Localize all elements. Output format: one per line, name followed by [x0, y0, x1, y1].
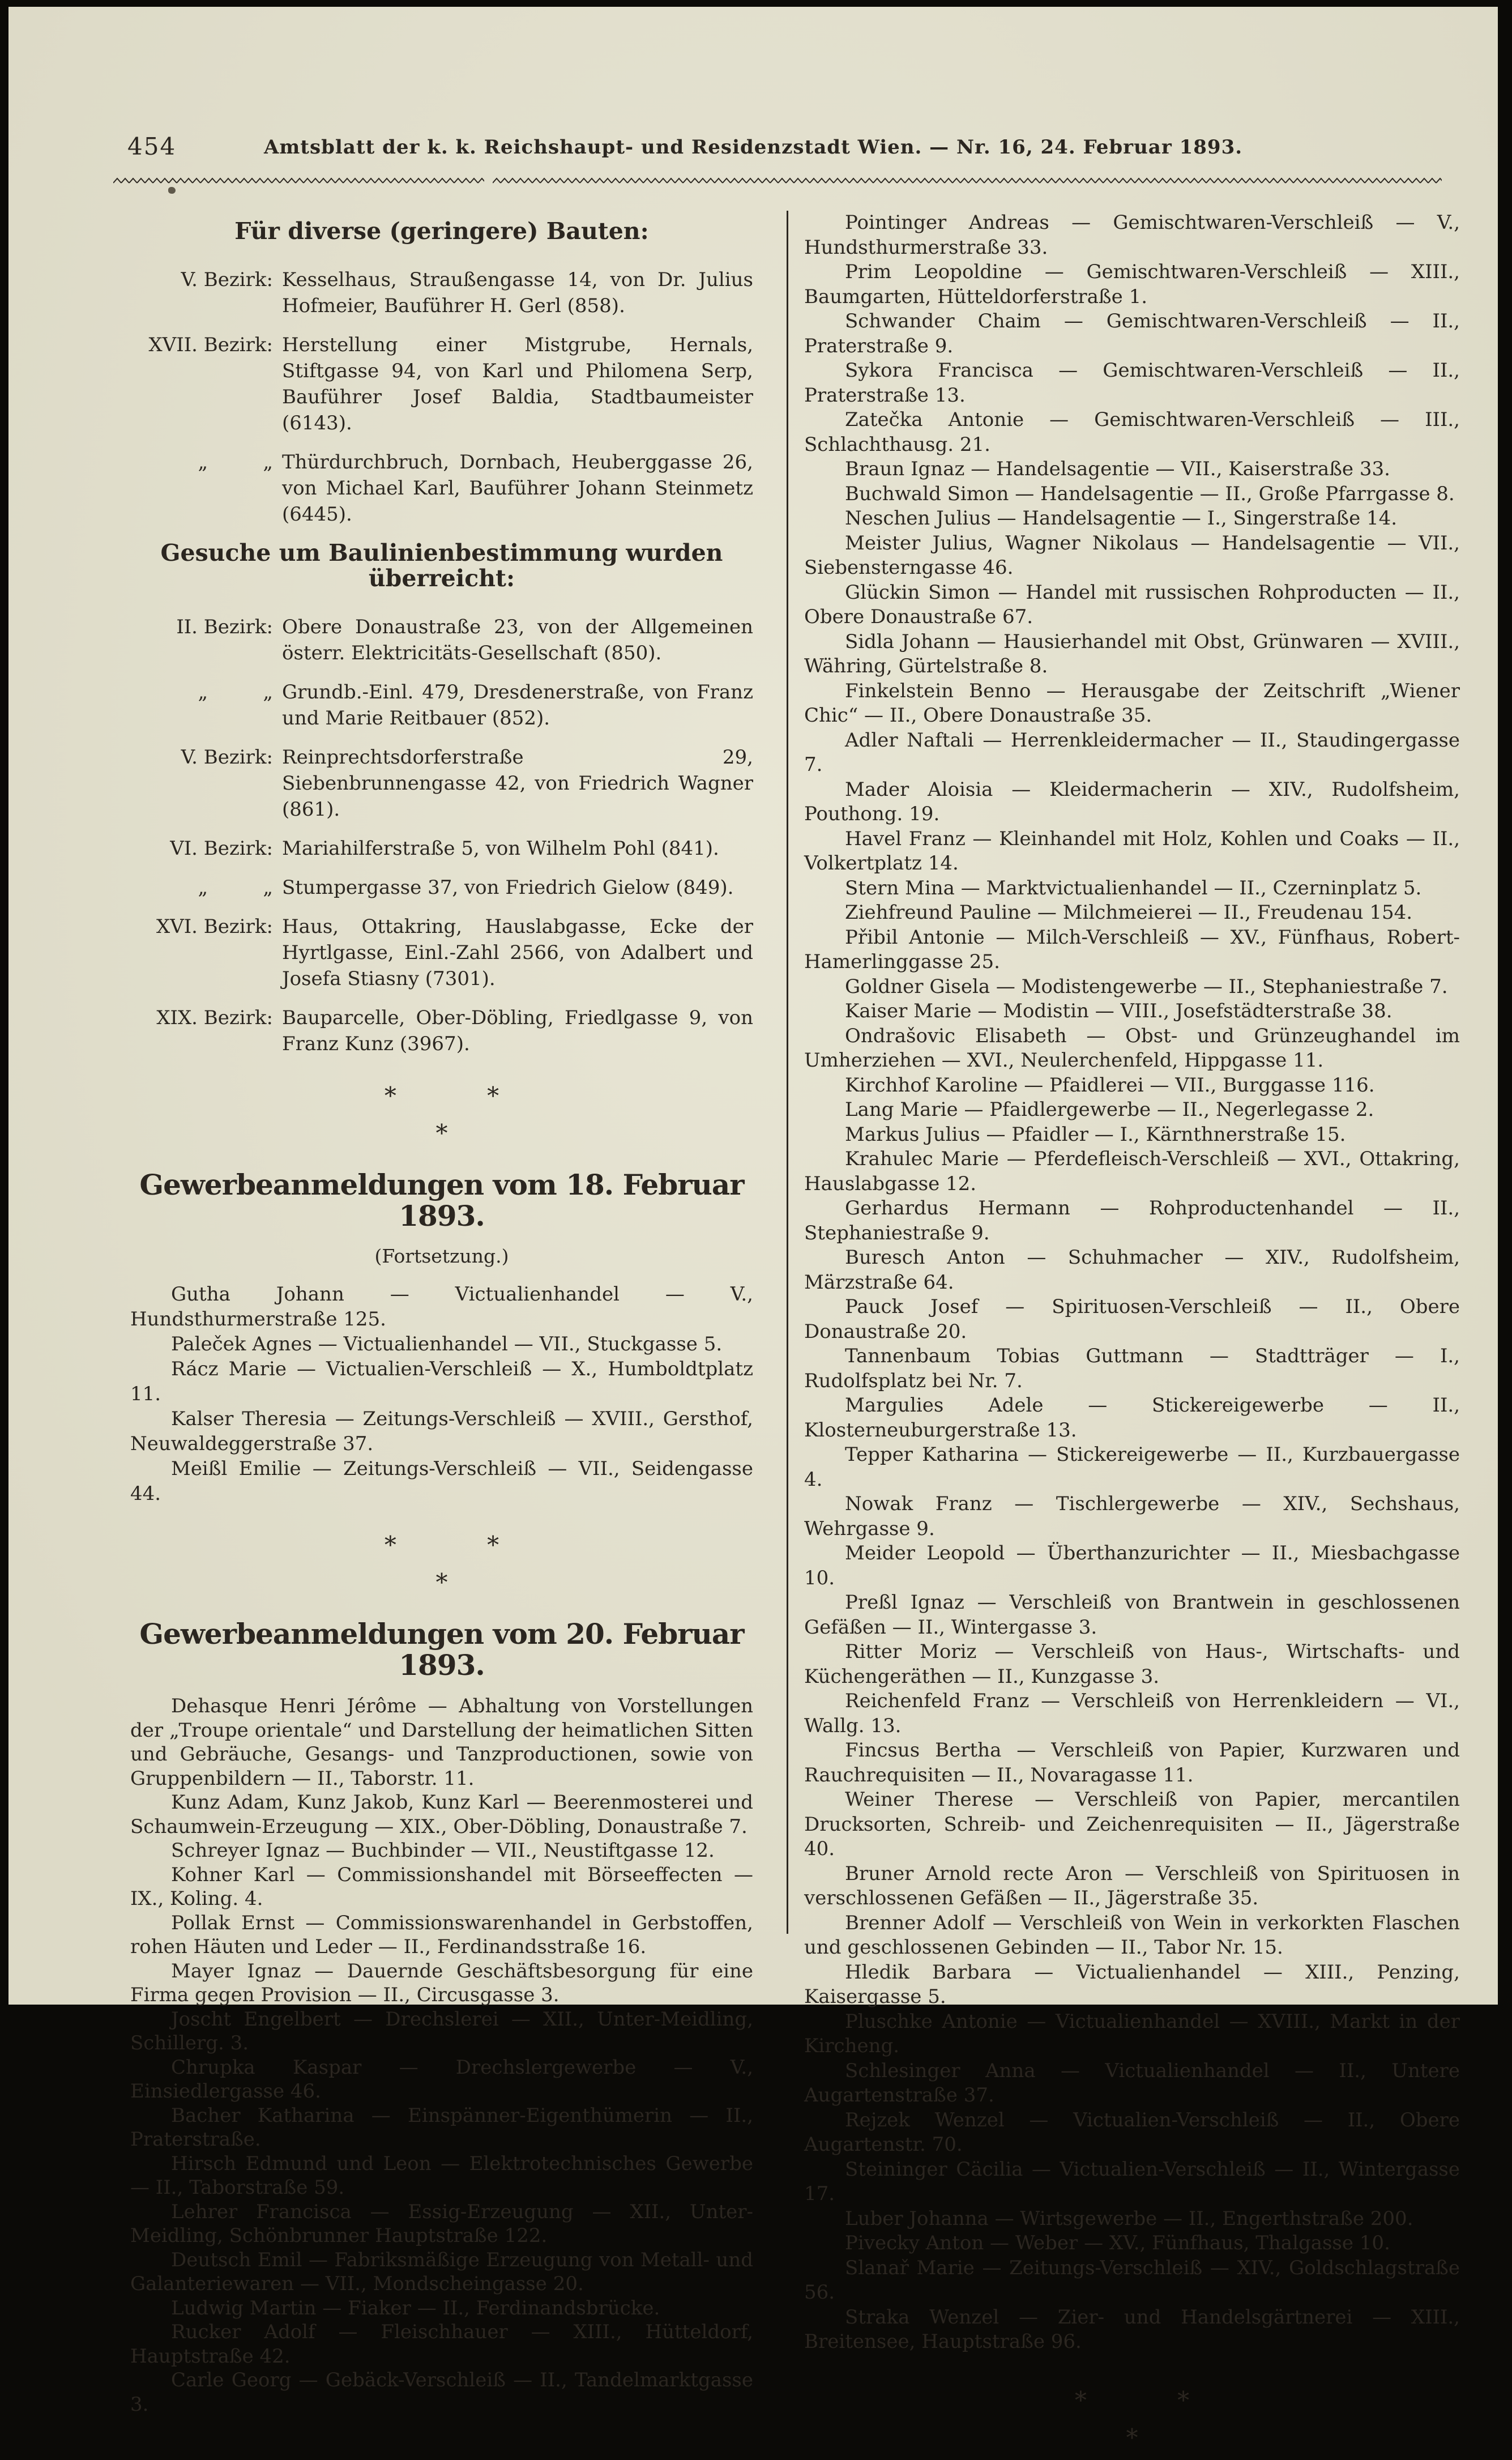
bezirk-entry-label: V. Bezirk: [181, 746, 273, 769]
gewerbe-entry: Kirchhof Karoline — Pfaidlerei — VII., Burggasse 116. [845, 1073, 1375, 1097]
zigzag-rule-left [113, 177, 484, 185]
gewerbe-list-18-februar [130, 1282, 753, 1506]
gewerbe-entry: Prim Leopoldine — Gemischtwaren-Verschleiß — XIII., Baumgarten, Hütteldorferstraße 1. [804, 261, 1460, 308]
gewerbe-entry: Schwander Chaim — Gemischtwaren-Verschleiß — II., Praterstraße 9. [804, 310, 1460, 357]
section-title-baulinien: Gesuche um Baulinienbestimmung wurden überreicht: [160, 539, 723, 592]
gewerbe-entry: Glückin Simon — Handel mit russischen Rohproducten — II., Obere Donaustraße 67. [804, 581, 1460, 628]
gewerbe-entry: Dehasque Henri Jérôme — Abhaltung von Vorstellungen der „Troupe orientale“ und Darstellung der heimatlichen Sitten und Gebräuche, Gesangs- und Tanzproductionen, sowie von Gruppenbildern — II., Taborstr. 11. [130, 1695, 753, 1790]
bezirk-entry [130, 914, 753, 992]
gewerbe-entry: Hledik Barbara — Victualienhandel — XIII., Penzing, Kaisergasse 5. [804, 1960, 1460, 2008]
gewerbe-entry: Pluschke Antonie — Victualienhandel — XVIII., Markt in der Kircheng. [804, 2010, 1460, 2057]
gewerbe-entry: Kalser Theresia — Zeitungs-Verschleiß — XVIII., Gersthof, Neuwaldeggerstraße 37. [130, 1408, 753, 1456]
gewerbe-entry: Kohner Karl — Commissionshandel mit Börseeffecten — IX., Koling. 4. [130, 1863, 753, 1911]
bezirk-entry-label: XIX. Bezirk: [156, 1007, 273, 1030]
gewerbe-entry: Gutha Johann — Victualienhandel — V., Hundsthurmerstraße 125. [130, 1283, 753, 1331]
zigzag-rule-right [493, 177, 1442, 185]
ink-spot [168, 187, 176, 194]
gewerbe-entry: Neschen Julius — Handelsagentie — I., Singerstraße 14. [845, 507, 1398, 530]
gewerbe-entry: Tepper Katharina — Stickereigewerbe — II., Kurzbauergasse 4. [804, 1443, 1460, 1491]
gewerbe-entry: Slanař Marie — Zeitungs-Verschleiß — XIV., Goldschlagstraße 56. [804, 2256, 1460, 2304]
bezirk-list-bauten [130, 267, 753, 527]
gewerbe-entry: Fincsus Bertha — Verschleiß von Papier, Kurzwaren und Rauchrequisiten — II., Novaragasse 11. [804, 1739, 1460, 1787]
bezirk-entry [130, 1005, 753, 1057]
gewerbe-entry: Joscht Engelbert — Drechslerei — XII., Unter-Meidling, Schillerg. 3. [130, 2007, 753, 2055]
gewerbe-entry: Steininger Cäcilia — Victualien-Verschleiß — II., Wintergasse 17. [804, 2158, 1460, 2205]
gewerbe-entry: Schlesinger Anna — Victualienhandel — II., Untere Augartenstraße 37. [804, 2059, 1460, 2107]
bezirk-entry-label: „ „ [198, 451, 273, 474]
gewerbe-entry: Adler Naftali — Herrenkleidermacher — II., Staudingergasse 7. [804, 728, 1460, 776]
bezirk-entry-text: Haus, Ottakring, Hauslabgasse, Ecke der Hyrtlgasse, Einl.-Zahl 2566, von Adalbert und Josefa Stiasny (7301). [282, 915, 753, 991]
column-divider-rule [787, 211, 788, 1934]
gewerbe-entry: Mayer Ignaz — Dauernde Geschäftsbesorgung für eine Firma gegen Provision — II., Circusgasse 3. [130, 1959, 753, 2007]
bezirk-entry-text: Grundb.-Einl. 479, Dresdenerstraße, von Franz und Marie Reitbauer (852). [282, 681, 753, 730]
gewerbe-entry: Ziehfreund Pauline — Milchmeierei — II., Freudenau 154. [845, 901, 1413, 924]
gewerbe-entry: Brenner Adolf — Verschleiß von Wein in verkorkten Flaschen und geschlossenen Gebinden — II., Tabor Nr. 15. [804, 1911, 1460, 1959]
gewerbe-entry: Mader Aloisia — Kleidermacherin — XIV., Rudolfsheim, Pouthong. 19. [804, 778, 1460, 825]
bezirk-entry-text: Stumpergasse 37, von Friedrich Gielow (849). [282, 876, 734, 899]
gewerbe-entry: Straka Wenzel — Zier- und Handelsgärtnerei — XIII., Breitensee, Hauptstraße 96. [804, 2305, 1460, 2353]
gewerbe-entry: Stern Mina — Marktvictualienhandel — II., Czerninplatz 5. [845, 876, 1422, 899]
gewerbe-list-20-februar [130, 1694, 753, 2416]
gewerbe-entry: Meister Julius, Wagner Nikolaus — Handelsagentie — VII., Siebensterngasse 46. [804, 531, 1460, 579]
gewerbe-entry: Ritter Moriz — Verschleiß von Haus-, Wirtschafts- und Küchengeräthen — II., Kunzgasse 3. [804, 1640, 1460, 1688]
bezirk-entry-label: VI. Bezirk: [170, 837, 273, 860]
bezirk-entry [130, 679, 753, 731]
gewerbe-entry: Sidla Johann — Hausierhandel mit Obst, Grünwaren — XVIII., Währing, Gürtelstraße 8. [804, 630, 1460, 677]
gewerbe-entry: Havel Franz — Kleinhandel mit Holz, Kohlen und Coaks — II., Volkertplatz 14. [804, 827, 1460, 875]
bezirk-entry-label: II. Bezirk: [176, 616, 273, 639]
gewerbe-entry: Lang Marie — Pfaidlergewerbe — II., Negerlegasse 2. [845, 1098, 1374, 1121]
asterisk-divider [804, 2386, 1460, 2452]
asterisk-row-bottom: * [435, 1119, 448, 1148]
gewerbe-entry: Rucker Adolf — Fleischhauer — XIII., Hütteldorf, Hauptstraße 42. [130, 2321, 753, 2368]
bezirk-entry [130, 332, 753, 436]
bezirk-list-baulinien [130, 614, 753, 1057]
bezirk-entry-text: Bauparcelle, Ober-Döbling, Friedlgasse 9, von Franz Kunz (3967). [282, 1007, 753, 1056]
gewerbe-entry: Deutsch Emil — Fabriksmäßige Erzeugung von Metall- und Galanteriewaren — VII., Mondscheingasse 20. [130, 2248, 753, 2296]
section-title-gewerbe-20-februar: Gewerbeanmeldungen vom 20. Februar 1893. [139, 1617, 744, 1682]
gewerbe-entry: Pollak Ernst — Commissionswarenhandel in Gerbstoffen, rohen Häuten und Leder — II., Ferdinandsstraße 16. [130, 1911, 753, 1959]
gewerbe-entry: Weiner Therese — Verschleiß von Papier, mercantilen Drucksorten, Schreib- und Zeichenrequisiten — II., Jägerstraße 40. [804, 1788, 1460, 1860]
bezirk-entry-text: Obere Donaustraße 23, von der Allgemeinen österr. Elektricitäts-Gesellschaft (850). [282, 616, 753, 665]
section-title-diverse-bauten: Für diverse (geringere) Bauten: [234, 218, 649, 245]
gewerbe-entry: Schreyer Ignaz — Buchbinder — VII., Neustiftgasse 12. [171, 1839, 715, 1862]
bezirk-entry-label: „ „ [198, 876, 273, 899]
masthead-title: Amtsblatt der k. k. Reichshaupt- und Residenzstadt Wien. — Nr. 16, 24. Februar 1893. [263, 136, 1243, 159]
bezirk-entry [130, 449, 753, 527]
gewerbe-entry: Pointinger Andreas — Gemischtwaren-Verschleiß — V., Hundsthurmerstraße 33. [804, 211, 1460, 259]
gewerbe-entry: Buchwald Simon — Handelsagentie — II., Große Pfarrgasse 8. [845, 482, 1455, 505]
gewerbe-entry: Goldner Gisela — Modistengewerbe — II., Stephaniestraße 7. [845, 975, 1448, 998]
gewerbe-list-continued [804, 211, 1460, 2355]
bezirk-entry-label: XVII. Bezirk: [148, 334, 273, 357]
section-title-gewerbe-18-februar: Gewerbeanmeldungen vom 18. Februar 1893. [139, 1168, 744, 1233]
asterisk-row-top: * * [384, 1082, 499, 1110]
gewerbe-entry: Pauck Josef — Spirituosen-Verschleiß — II., Obere Donaustraße 20. [804, 1295, 1460, 1343]
right-column [804, 206, 1460, 2460]
bezirk-entry-text: Thürdurchbruch, Dornbach, Heuberggasse 26, von Michael Karl, Bauführer Johann Steinmetz (6445). [282, 451, 753, 526]
bezirk-entry-label: XVI. Bezirk: [156, 915, 273, 939]
gewerbe-entry: Bacher Katharina — Einspänner-Eigenthümerin — II., Praterstraße. [130, 2104, 753, 2151]
gewerbe-entry: Zatečka Antonie — Gemischtwaren-Verschleiß — III., Schlachthausg. 21. [804, 408, 1460, 456]
bezirk-entry [130, 267, 753, 319]
asterisk-divider [130, 1082, 753, 1148]
gewerbe-entry: Paleček Agnes — Victualienhandel — VII., Stuckgasse 5. [171, 1333, 723, 1356]
gewerbe-entry: Přibil Antonie — Milch-Verschleiß — XV., Fünfhaus, Robert-Hamerlinggasse 25. [804, 926, 1460, 973]
gewerbe-entry: Meider Leopold — Überthanzurichter — II., Miesbachgasse 10. [804, 1542, 1460, 1589]
page-number: 454 [127, 133, 177, 160]
gewerbe-entry: Sykora Francisca — Gemischtwaren-Verschleiß — II., Praterstraße 13. [804, 359, 1460, 407]
asterisk-divider [130, 1531, 753, 1597]
newspaper-page [8, 7, 1498, 2452]
bezirk-entry [130, 614, 753, 666]
gewerbe-entry: Carle Georg — Gebäck-Verschleiß — II., Tandelmarktgasse 3. [130, 2369, 753, 2416]
bezirk-entry [130, 835, 753, 862]
gewerbe-entry: Rejzek Wenzel — Victualien-Verschleiß — II., Obere Augartenstr. 70. [804, 2108, 1460, 2156]
gewerbe-entry: Preßl Ignaz — Verschleiß von Brantwein in geschlossenen Gefäßen — II., Wintergasse 3. [804, 1591, 1460, 1639]
gewerbe-entry: Tannenbaum Tobias Guttmann — Stadtträger — I., Rudolfsplatz bei Nr. 7. [804, 1345, 1460, 1392]
gewerbe-entry: Markus Julius — Pfaidler — I., Kärnthnerstraße 15. [845, 1123, 1346, 1146]
gewerbe-entry: Finkelstein Benno — Herausgabe der Zeitschrift „Wiener Chic“ — II., Obere Donaustraße 35. [804, 679, 1460, 727]
gewerbe-entry: Braun Ignaz — Handelsagentie — VII., Kaiserstraße 33. [845, 458, 1390, 480]
gewerbe-entry: Pivecky Anton — Weber — XV., Fünfhaus, Thalgasse 10. [845, 2232, 1390, 2254]
gewerbe-entry: Rácz Marie — Victualien-Verschleiß — X., Humboldtplatz 11. [130, 1358, 753, 1406]
bezirk-entry-text: Kesselhaus, Straußengasse 14, von Dr. Julius Hofmeier, Bauführer H. Gerl (858). [282, 268, 753, 318]
section-subtitle-fortsetzung: (Fortsetzung.) [374, 1245, 509, 1268]
asterisk-row-top: * * [384, 1531, 499, 1559]
gewerbe-entry: Hirsch Edmund und Leon — Elektrotechnisches Gewerbe — II., Taborstraße 59. [130, 2152, 753, 2199]
left-column [130, 206, 753, 2416]
asterisk-row-bottom: * [1126, 2423, 1138, 2452]
bezirk-entry [130, 875, 753, 901]
gewerbe-entry: Ludwig Martin — Fiaker — II., Ferdinandsbrücke. [171, 2296, 660, 2320]
gewerbe-entry: Kunz Adam, Kunz Jakob, Kunz Karl — Beerenmosterei und Schaumwein-Erzeugung — XIX., Ober-Döbling, Donaustraße 7. [130, 1791, 753, 1838]
bezirk-entry-label: V. Bezirk: [181, 268, 273, 292]
gewerbe-entry: Ondrašovic Elisabeth — Obst- und Grünzeughandel im Umherziehen — XVI., Neulerchenfeld, Hippgasse 11. [804, 1024, 1460, 1072]
gewerbe-entry: Nowak Franz — Tischlergewerbe — XIV., Sechshaus, Wehrgasse 9. [804, 1493, 1460, 1540]
gewerbe-entry: Bruner Arnold recte Aron — Verschleiß von Spirituosen in verschlossenen Gefäßen — II., Jägerstraße 35. [804, 1862, 1460, 1909]
asterisk-row-top: * * [1074, 2386, 1190, 2414]
bezirk-entry-text: Mariahilferstraße 5, von Wilhelm Pohl (841). [282, 837, 719, 860]
gewerbe-entry: Chrupka Kaspar — Drechslergewerbe — V., Einsiedlergasse 46. [130, 2056, 753, 2103]
gewerbe-entry: Luber Johanna — Wirtsgewerbe — II., Engerthstraße 200. [845, 2207, 1413, 2230]
bezirk-entry-label: „ „ [198, 681, 273, 704]
gewerbe-entry: Reichenfeld Franz — Verschleiß von Herrenkleidern — VI., Wallg. 13. [804, 1690, 1460, 1737]
bezirk-entry-text: Herstellung einer Mistgrube, Hernals, Stiftgasse 94, von Karl und Philomena Serp, Bauführer Josef Baldia, Stadtbaumeister (6143). [282, 334, 753, 435]
gewerbe-entry: Gerhardus Hermann — Rohproductenhandel — II., Stephaniestraße 9. [804, 1197, 1460, 1244]
gewerbe-entry: Buresch Anton — Schuhmacher — XIV., Rudolfsheim, Märzstraße 64. [804, 1246, 1460, 1294]
gewerbe-entry: Krahulec Marie — Pferdefleisch-Verschleiß — XVI., Ottakring, Hauslabgasse 12. [804, 1148, 1460, 1195]
asterisk-row-bottom: * [435, 1568, 448, 1597]
gewerbe-entry: Meißl Emilie — Zeitungs-Verschleiß — VII., Seidengasse 44. [130, 1457, 753, 1506]
gewerbe-entry: Kaiser Marie — Modistin — VIII., Josefstädterstraße 38. [845, 1000, 1393, 1022]
bezirk-entry-text: Reinprechtsdorferstraße 29, Siebenbrunnengasse 42, von Friedrich Wagner (861). [282, 746, 753, 821]
gewerbe-entry: Lehrer Francisca — Essig-Erzeugung — XII., Unter-Meidling, Schönbrunner Hauptstraße 122. [130, 2200, 753, 2248]
bezirk-entry [130, 744, 753, 822]
gewerbe-entry: Margulies Adele — Stickereigewerbe — II., Klosterneuburgerstraße 13. [804, 1394, 1460, 1442]
